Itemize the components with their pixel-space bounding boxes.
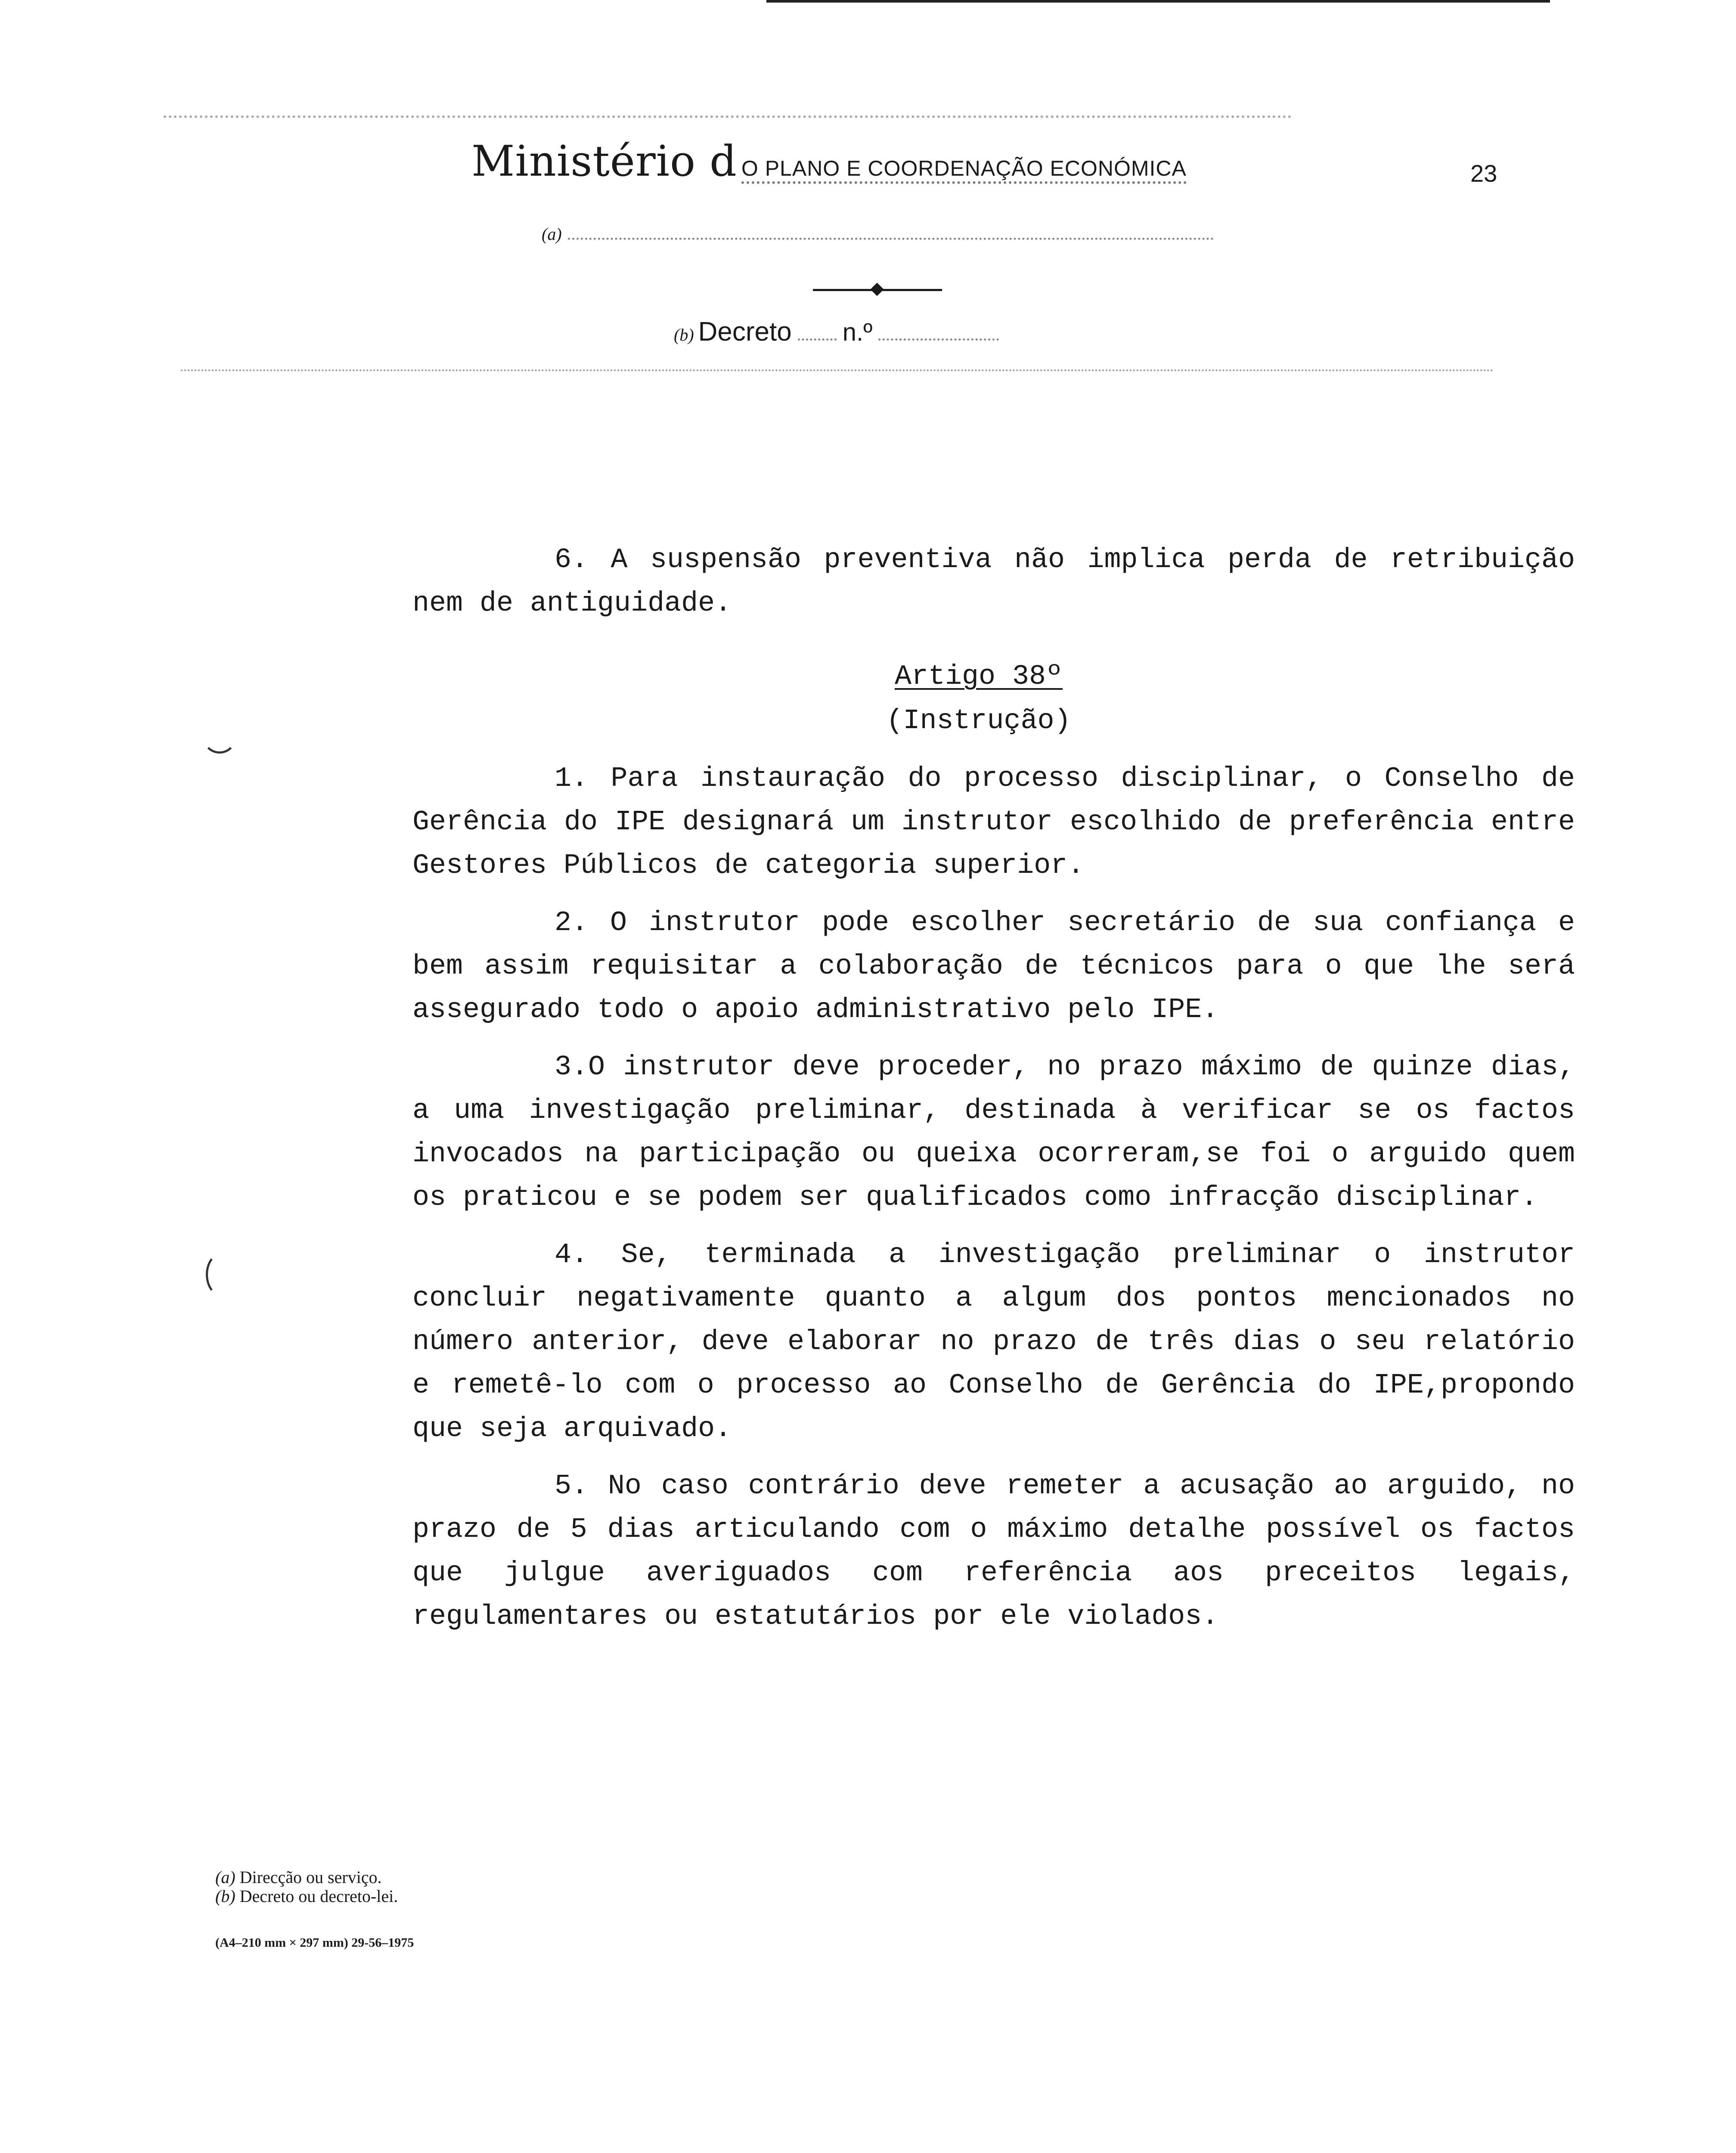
field-a-dotted-line [568, 235, 1214, 240]
paragraph-5: 5. No caso contrário deve remeter a acusação ao arguido, no prazo de 5 dias articulando com o máximo detalhe possível os factos que julgue averiguados com referência aos preceitos legais, regulamentares ou estatutários por ele violados. [412, 1470, 1575, 1632]
paragraph-6: 6. A suspensão preventiva não implica perda de retribuição nem de antiguidade. [412, 544, 1575, 619]
punch-hole-mark [206, 1253, 236, 1296]
paragraph-1: 1. Para instauração do processo disciplinar, o Conselho de Gerência do IPE designará um instrutor escolhido de preferência entre Gestores Públicos de categoria superior. [412, 763, 1575, 881]
footnotes [215, 1868, 398, 1906]
number-label: n.º [842, 318, 873, 346]
field-a [542, 224, 1214, 244]
divider-ornament [813, 283, 942, 296]
article-heading [382, 655, 1575, 743]
decreto-label: Decreto [698, 317, 792, 347]
page-number: 23 [1470, 160, 1497, 187]
ministry-header [471, 137, 1187, 186]
paragraph-2: 2. O instrutor pode escolher secretário de sua confiança e bem assim requisitar a colaboração de técnicos para o que lhe será assegurado todo o apoio administrativo pelo IPE. [412, 907, 1575, 1026]
footnote-a: (a) Direcção ou serviço. [215, 1868, 382, 1887]
punch-hole-mark [202, 719, 237, 754]
document-body [412, 538, 1575, 1638]
scan-smudge-row [164, 115, 1292, 121]
scan-dash-row [181, 369, 1494, 374]
number-dotted-line [878, 336, 999, 341]
article-subtitle: (Instrução) [886, 705, 1071, 737]
top-rule [766, 0, 1550, 3]
paragraph-3: 3.O instrutor deve proceder, no prazo máximo de quinze dias, a uma investigação preliminar, destinada à verificar se os factos invocados na participação ou queixa ocorreram,se foi o arguido quem os praticou e se podem ser qualificados como infracção disciplinar. [412, 1051, 1575, 1213]
form-code: (A4–210 mm × 297 mm) 29-56–1975 [215, 1936, 414, 1950]
decreto-dotted-line [798, 336, 837, 341]
article-title: Artigo 38º [894, 661, 1063, 692]
field-b [674, 316, 999, 347]
field-b-marker: (b) [674, 325, 694, 344]
paragraph-4: 4. Se, terminada a investigação preliminar o instrutor concluir negativamente quanto a algum dos pontos mencionados no número anterior, deve elaborar no prazo de três dias o seu relatório e remetê-lo com o processo ao Conselho de Gerência do IPE,propondo que seja arquivado. [412, 1239, 1575, 1445]
footnote-b: (b) Decreto ou decreto-lei. [215, 1886, 398, 1906]
ministry-name: O PLANO E COORDENAÇÃO ECONÓMICA [741, 156, 1187, 184]
ministry-label: Ministério d [471, 137, 737, 186]
field-a-marker: (a) [542, 224, 562, 244]
